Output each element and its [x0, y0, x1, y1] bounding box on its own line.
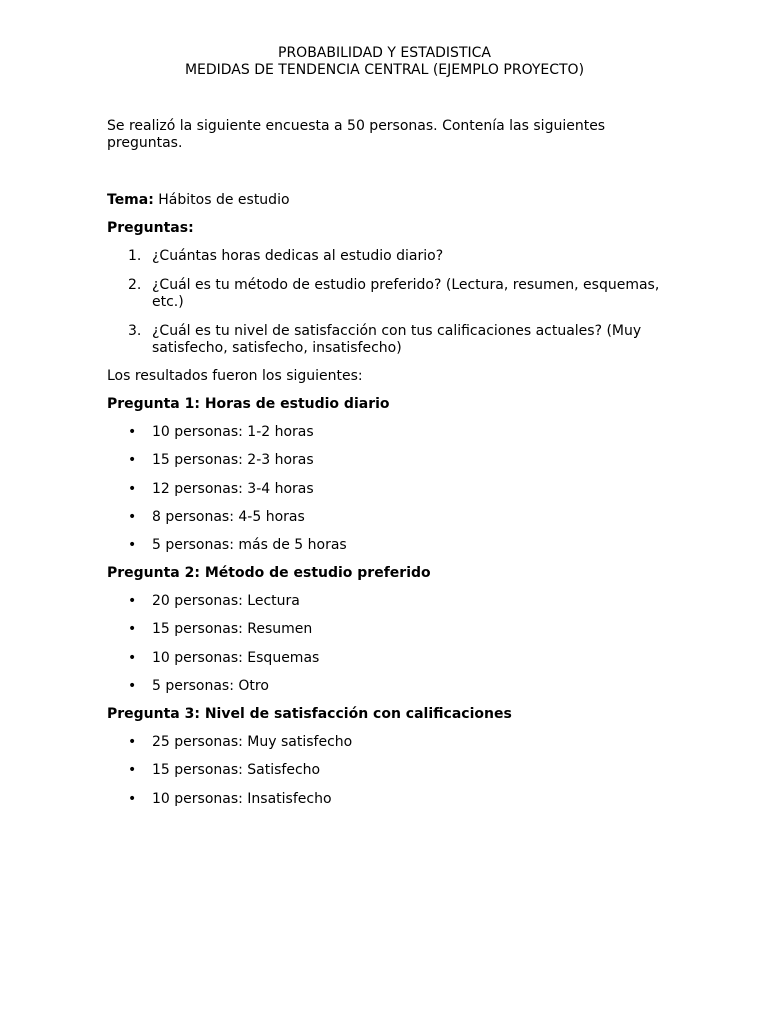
bullet-icon: • — [128, 452, 137, 469]
list-item — [107, 734, 662, 751]
document-title — [107, 45, 662, 79]
bullet-icon: • — [128, 678, 137, 695]
list-item-text: 25 personas: Muy satisfecho — [152, 734, 353, 751]
bullet-icon: • — [128, 480, 137, 497]
list-item-text: 20 personas: Lectura — [152, 593, 300, 610]
results-intro: Los resultados fueron los siguientes: — [107, 368, 363, 384]
preguntas-label: Preguntas: — [107, 220, 194, 236]
question-item — [107, 277, 662, 311]
bullet-icon: • — [128, 508, 137, 525]
list-item — [107, 762, 662, 779]
preguntas-heading — [107, 220, 662, 237]
question-item — [107, 323, 662, 357]
bullet-icon: • — [128, 537, 137, 554]
list-item — [107, 452, 662, 469]
section-heading-pregunta-3: Pregunta 3: Nivel de satisfacción con calificaciones — [107, 706, 512, 723]
tema-label: Tema: — [107, 192, 154, 208]
bullet-icon: • — [128, 621, 137, 638]
title-line-1: PROBABILIDAD Y ESTADISTICA — [278, 45, 491, 61]
list-item — [107, 678, 662, 695]
question-number: 1. — [128, 248, 142, 264]
list-item — [107, 593, 662, 610]
question-text: ¿Cuál es tu método de estudio preferido? (Lectura, resumen, esquemas, etc.) — [152, 277, 660, 310]
question-item — [107, 248, 662, 265]
list-item-text: 8 personas: 4-5 horas — [152, 508, 305, 525]
list-item — [107, 791, 662, 808]
list-item — [107, 424, 662, 441]
bullet-icon: • — [128, 790, 137, 807]
results-list-pregunta-3 — [107, 734, 662, 808]
list-item — [107, 537, 662, 554]
results-list-pregunta-1 — [107, 424, 662, 554]
questions-list — [107, 248, 662, 357]
title-line-2: MEDIDAS DE TENDENCIA CENTRAL (EJEMPLO PROYECTO) — [184, 62, 585, 78]
intro-paragraph: Se realizó la siguiente encuesta a 50 personas. Contenía las siguientes preguntas. — [107, 118, 606, 151]
list-item-text: 15 personas: Satisfecho — [152, 762, 321, 779]
bullet-icon: • — [128, 649, 137, 666]
list-item-text: 10 personas: 1-2 horas — [152, 424, 314, 440]
document-page — [107, 45, 662, 808]
bullet-icon: • — [128, 593, 137, 610]
list-item — [107, 509, 662, 526]
bullet-icon: • — [128, 424, 137, 440]
bullet-icon: • — [128, 762, 137, 779]
list-item-text: 12 personas: 3-4 horas — [152, 480, 314, 497]
section-heading-pregunta-1: Pregunta 1: Horas de estudio diario — [107, 396, 390, 412]
question-number: 2. — [128, 277, 142, 293]
list-item — [107, 481, 662, 498]
question-text: ¿Cuántas horas dedicas al estudio diario? — [152, 248, 444, 264]
list-item-text: 5 personas: Otro — [152, 678, 269, 695]
list-item-text: 10 personas: Insatisfecho — [152, 790, 332, 807]
list-item-text: 5 personas: más de 5 horas — [152, 537, 347, 554]
question-text: ¿Cuál es tu nivel de satisfacción con tus calificaciones actuales? (Muy satisfecho, satisfecho, insatisfecho) — [152, 323, 642, 356]
bullet-icon: • — [128, 734, 137, 751]
list-item-text: 15 personas: Resumen — [152, 621, 313, 638]
section-heading-pregunta-2: Pregunta 2: Método de estudio preferido — [107, 565, 431, 582]
question-number: 3. — [128, 323, 142, 339]
tema-value: Hábitos de estudio — [153, 192, 290, 208]
results-list-pregunta-2 — [107, 593, 662, 695]
list-item-text: 15 personas: 2-3 horas — [152, 452, 314, 469]
list-item — [107, 650, 662, 667]
tema-line — [107, 192, 662, 209]
list-item — [107, 621, 662, 638]
list-item-text: 10 personas: Esquemas — [152, 649, 320, 666]
